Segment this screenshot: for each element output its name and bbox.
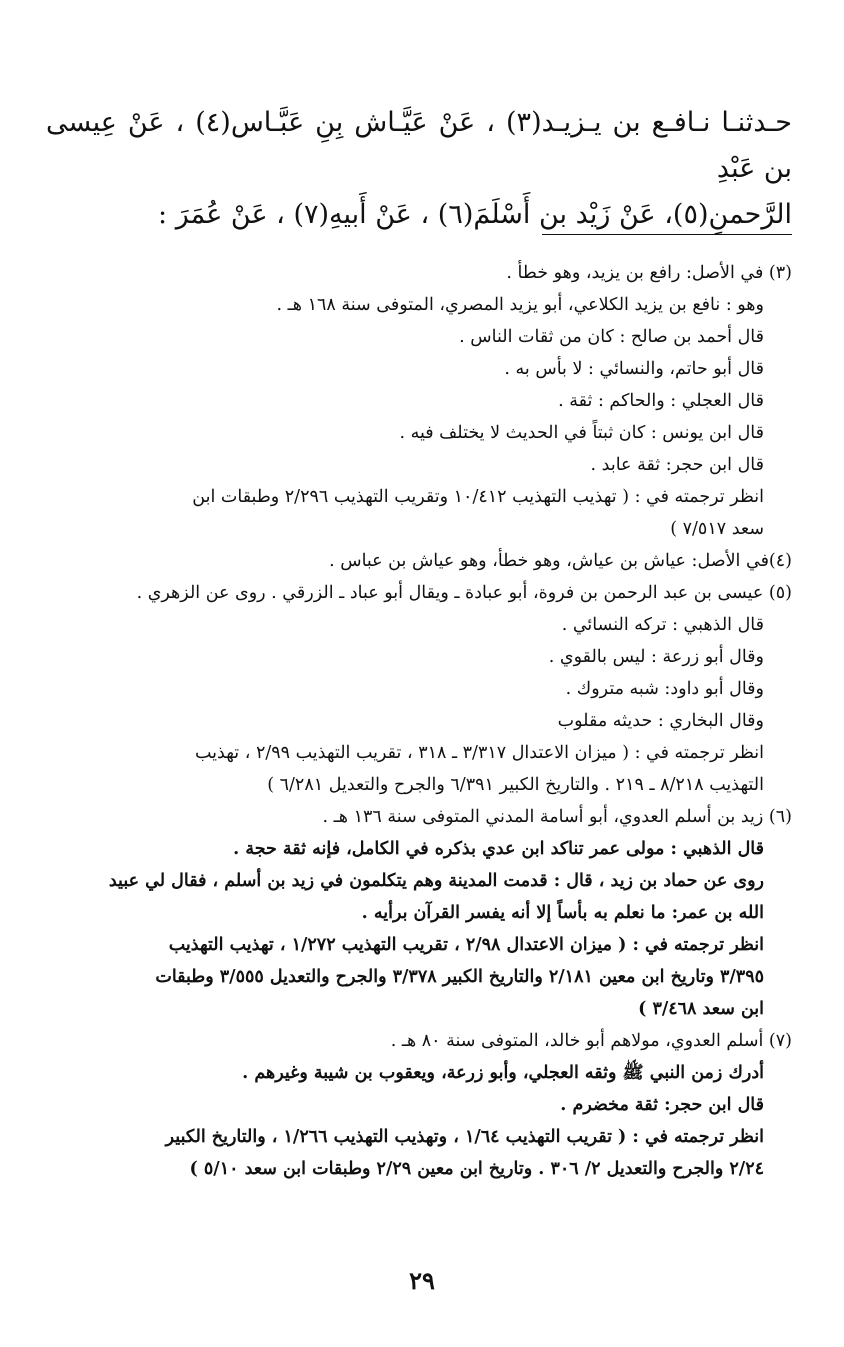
footnote-line: وقال البخاري : حديثه مقلوب [557, 711, 764, 731]
footnote-line: التهذيب ٨/٢١٨ ـ ٢١٩ . والتاريخ الكبير ٦/٣٩١ والجرح والتعديل ٦/٢٨١ ) [267, 775, 764, 795]
main-text-line-1: حـدثنـا نـافـع بن يـزيـد(٣) ، عَنْ عَيَّـاش بِنِ عَبَّـاس(٤) ، عَنْ عِيسى بن عَبْدِ [46, 107, 793, 184]
footnote-line: (٧) أسلم العدوي، مولاهم أبو خالد، المتوفى سنة ٨٠ هـ . [390, 1031, 792, 1051]
footnote-line: قال ابن يونس : كان ثبتاً في الحديث لا يختلف فيه . [399, 423, 764, 443]
footnote-line: الله بن عمر: ما نعلم به بأساً إلا أنه يفسر القرآن برأيه . [361, 903, 764, 923]
footnote-line: أدرك زمن النبي ﷺ وثقه العجلي، وأبو زرعة، ويعقوب بن شيبة وغيرهم . [242, 1063, 764, 1083]
footnote-line: ٢/٢٤ والجرح والتعديل ٢/ ٣٠٦ . وتاريخ ابن معين ٢/٢٩ وطبقات ابن سعد ٥/١٠ ) [189, 1159, 764, 1179]
footnotes [42, 257, 792, 1185]
footnote-line: انظر ترجمته في : ( تقريب التهذيب ١/٦٤ ، وتهذيب التهذيب ١/٢٦٦ ، والتاريخ الكبير [165, 1127, 764, 1147]
main-text-line-2: الرَّحمنِ(٥)، عَنْ زَيْد بن أَسْلَمَ(٦) ، عَنْ أَبيهِ(٧) ، عَنْ عُمَرَ : [158, 199, 792, 230]
footnote-line: وقال أبو داود: شبه متروك . [565, 679, 764, 699]
footnote-line: قال أبو حاتم، والنسائي : لا بأس به . [504, 359, 764, 379]
footnote-line: انظر ترجمته في : ( ميزان الاعتدال ٢/٩٨ ، تقريب التهذيب ١/٢٧٢ ، تهذيب التهذيب [168, 935, 764, 955]
footnote-line: قال أحمد بن صالح : كان من ثقات الناس . [459, 327, 764, 347]
page-number: ٢٩ [409, 1266, 435, 1295]
footnote-line: (٤)في الأصل: عياش بن عياش، وهو خطأ، وهو عياش بن عباس . [329, 551, 792, 571]
footnote-line: قال ابن حجر: ثقة مخضرم . [560, 1095, 764, 1115]
hadith-isnad-text [46, 100, 792, 238]
footnote-line: انظر ترجمته في : ( ميزان الاعتدال ٣/٣١٧ ـ ٣١٨ ، تقريب التهذيب ٢/٩٩ ، تهذيب [195, 743, 764, 763]
footnote-line: ابن سعد ٣/٤٦٨ ) [638, 999, 764, 1019]
footnote-line: سعد ٧/٥١٧ ) [670, 519, 764, 539]
footnote-line: قال الذهبي : مولى عمر تناكد ابن عدي بذكره في الكامل، فإنه ثقة حجة . [233, 839, 764, 859]
footnote-line: وهو : نافع بن يزيد الكلاعي، أبو يزيد المصري، المتوفى سنة ١٦٨ هـ . [276, 295, 764, 315]
footnote-line: قال الذهبي : تركه النسائي . [561, 615, 764, 635]
footnote-line: روى عن حماد بن زيد ، قال : قدمت المدينة وهم يتكلمون في زيد بن أسلم ، فقال لي عبيد [108, 871, 764, 891]
footnote-line: انظر ترجمته في : ( تهذيب التهذيب ١٠/٤١٢ وتقريب التهذيب ٢/٢٩٦ وطبقات ابن [192, 487, 764, 507]
footnote-line: ٣/٣٩٥ وتاريخ ابن معين ٢/١٨١ والتاريخ الكبير ٣/٣٧٨ والجرح والتعديل ٣/٥٥٥ وطبقات [155, 967, 764, 987]
footnote-line: (٣) في الأصل: رافع بن يزيد، وهو خطأ . [506, 263, 792, 283]
footnote-line: (٦) زيد بن أسلم العدوي، أبو أسامة المدني المتوفى سنة ١٣٦ هـ . [322, 807, 792, 827]
footnote-line: قال العجلي : والحاكم : ثقة . [558, 391, 764, 411]
footnote-line: وقال أبو زرعة : ليس بالقوي . [548, 647, 764, 667]
footnote-separator [542, 234, 792, 235]
footnote-line: (٥) عيسى بن عبد الرحمن بن فروة، أبو عبادة ـ ويقال أبو عباد ـ الزرقي . روى عن الزهري . [136, 583, 792, 603]
footnote-line: قال ابن حجر: ثقة عابد . [590, 455, 764, 475]
